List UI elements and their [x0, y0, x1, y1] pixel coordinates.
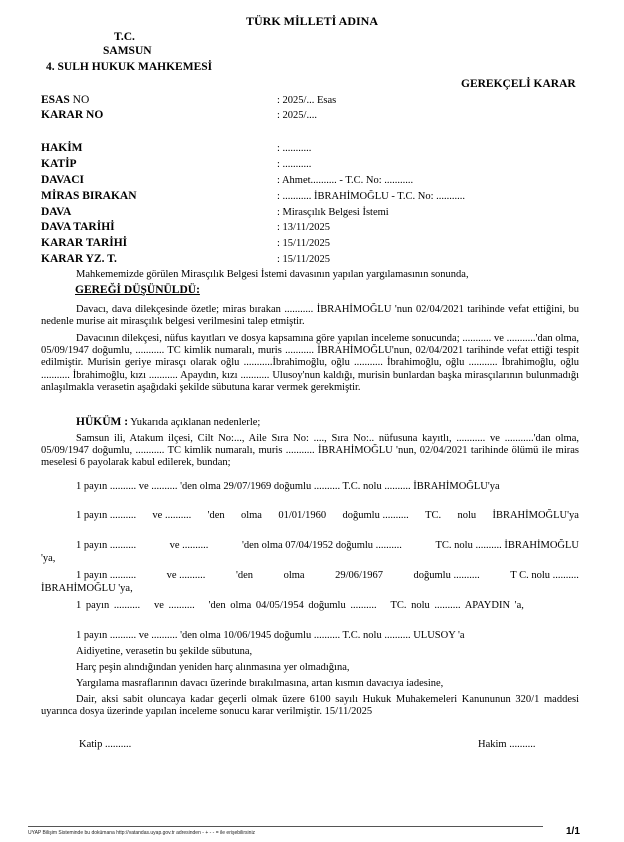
miras-birakan-value: : ........... İBRAHİMOĞLU - T.C. No: ........... — [277, 191, 466, 202]
heir-line: 1 payın .......... ve .......... 'den olma 29/07/1969 doğumlu .......... T.C. nolu .......... İBRAHİMOĞLU'ya — [76, 481, 500, 492]
karar-tarihi-label: KARAR TARİHİ — [41, 237, 128, 249]
karar-no-label: KARAR NO — [41, 109, 104, 121]
paragraph-findings: Davacının dilekçesi, nüfus kayıtları ve dosya kapsamına göre yapılan inceleme sonucunda; ........... ve ...........'dan olma, 05/09/1947 doğumlu, ........... TC kimlik numaralı, muris ........... İBRAHİMOĞLU'nun, 02/04/2021 tarihinde vefat ettiği tespit edilmiştir. Murisin geriye mirasçı olarak oğlu ...........İbrahimoğlu, oğlu ........... İbrahimoğlu, oğlu ........... İbrahimoğlu, oğlu ........... İbrahimoğlu, kızı ........... Apaydın, kızı ........... Ulusoy'nun kaldığı, murisin bunlardan başka mirasçılarının bulunmadığı anlaşılmakla verasetin aşağıdaki şekilde sübutuna karar vermek gerekmiştir. — [41, 333, 579, 393]
heir-line: 1 payın .......... ve .......... 'den olma 01/01/1960 doğumlu .......... TC. nolu İBRAHİMOĞLU'ya — [76, 510, 579, 521]
heir-line: 1 payın .......... ve .......... 'den olma 29/06/1967 doğumlu .......... T C. nolu .......... — [76, 570, 579, 581]
closing-line: Aidiyetine, verasetin bu şekilde sübutuna, — [76, 646, 253, 657]
document-type: GEREKÇELİ KARAR — [461, 78, 576, 90]
katip-value: : ........... — [277, 159, 312, 170]
footer-note: UYAP Bilişim Sisteminde bu dokümana http://vatandas.uyap.gov.tr adresinden - + - - = ile erişebilirsiniz — [28, 830, 256, 836]
geregi-heading: GEREĞİ DÜŞÜNÜLDÜ: — [75, 284, 200, 296]
katip-label: KATİP — [41, 158, 77, 170]
miras-birakan-label: MİRAS BIRAKAN — [41, 190, 137, 202]
page-number: 1/1 — [566, 826, 580, 837]
heir-line: 1 payın .......... ve .......... 'den olma 07/04/1952 doğumlu .......... TC. nolu .......... İBRAHİMOĞLU — [76, 540, 579, 551]
tc-label: T.C. — [114, 31, 135, 43]
davaci-label: DAVACI — [41, 174, 85, 186]
paragraph-hukum: Samsun ili, Atakum ilçesi, Cilt No:..., Aile Sıra No: ...., Sıra No:.. nüfusuna kayıtlı, ........... ve ...........'dan olma, 05/09/1947 doğumlu, ........... TC kimlik numaralı, muris ........... İBRAHİMOĞLU 'nun, 02/04/2021 tarihinde ölümü ile miras meselesi 6 payolarak kabul edilerek, bundan; — [41, 433, 579, 469]
esas-no-value: : 2025/... Esas — [277, 95, 337, 106]
katip-signature: Katip .......... — [79, 739, 132, 750]
dava-tarihi-value: : 13/11/2025 — [277, 222, 330, 233]
dava-value: : Mirasçılık Belgesi İstemi — [277, 207, 389, 218]
city-label: SAMSUN — [103, 45, 152, 57]
hakim-signature: Hakim .......... — [478, 739, 536, 750]
intro-text: Mahkememizde görülen Mirasçılık Belgesi İstemi davasının yapılan yargılamasının sonunda, — [76, 269, 469, 280]
hakim-value: : ........... — [277, 143, 312, 154]
esas-no-label: ESAS NO — [41, 94, 90, 106]
heir-line-continuation: 'ya, — [41, 553, 56, 564]
karar-tarihi-value: : 15/11/2025 — [277, 238, 330, 249]
closing-line: Yargılama masraflarının davacı üzerinde bırakılmasına, artan kısmın davacıya iadesine, — [76, 678, 444, 689]
final-paragraph: Dair, aksi sabit oluncaya kadar geçerli olmak üzere 6100 sayılı Hukuk Muhakemeleri Kanununun 320/1 maddesi uyarınca dosya üzerinde yapılan inceleme sonucu karar verilmiştir. 15/11/2025 — [41, 694, 579, 718]
nation-title: TÜRK MİLLETİ ADINA — [245, 14, 379, 28]
davaci-value: : Ahmet.......... - T.C. No: ........... — [277, 175, 414, 186]
paragraph-claim: Davacı, dava dilekçesinde özetle; miras bırakan ........... İBRAHİMOĞLU 'nun 02/04/2021 tarihinde vefat ettiğini, bu nedenle murise ait mirasçılık belgesi verilmesini talep etmiştir. — [41, 304, 579, 328]
karar-no-value: : 2025/.... — [277, 110, 317, 121]
heir-line: 1 payın .......... ve .......... 'den olma 04/05/1954 doğumlu .......... TC. nolu .......... APAYDIN 'a, — [76, 600, 524, 611]
dava-tarihi-label: DAVA TARİHİ — [41, 221, 115, 233]
karar-yz-value: : 15/11/2025 — [277, 254, 330, 265]
karar-yz-label: KARAR YZ. T. — [41, 253, 117, 265]
footer-divider — [28, 826, 543, 827]
hakim-label: HAKİM — [41, 142, 83, 154]
closing-line: Harç peşin alındığından yeniden harç alınmasına yer olmadığına, — [76, 662, 350, 673]
heir-line: 1 payın .......... ve .......... 'den olma 10/06/1945 doğumlu .......... T.C. nolu .......... ULUSOY 'a — [76, 630, 465, 641]
dava-label: DAVA — [41, 206, 72, 218]
hukum-line: HÜKÜM : Yukarıda açıklanan nedenlerle; — [76, 416, 261, 428]
heir-line-continuation: İBRAHİMOĞLU 'ya, — [41, 583, 133, 594]
court-name: 4. SULH HUKUK MAHKEMESİ — [46, 61, 213, 73]
